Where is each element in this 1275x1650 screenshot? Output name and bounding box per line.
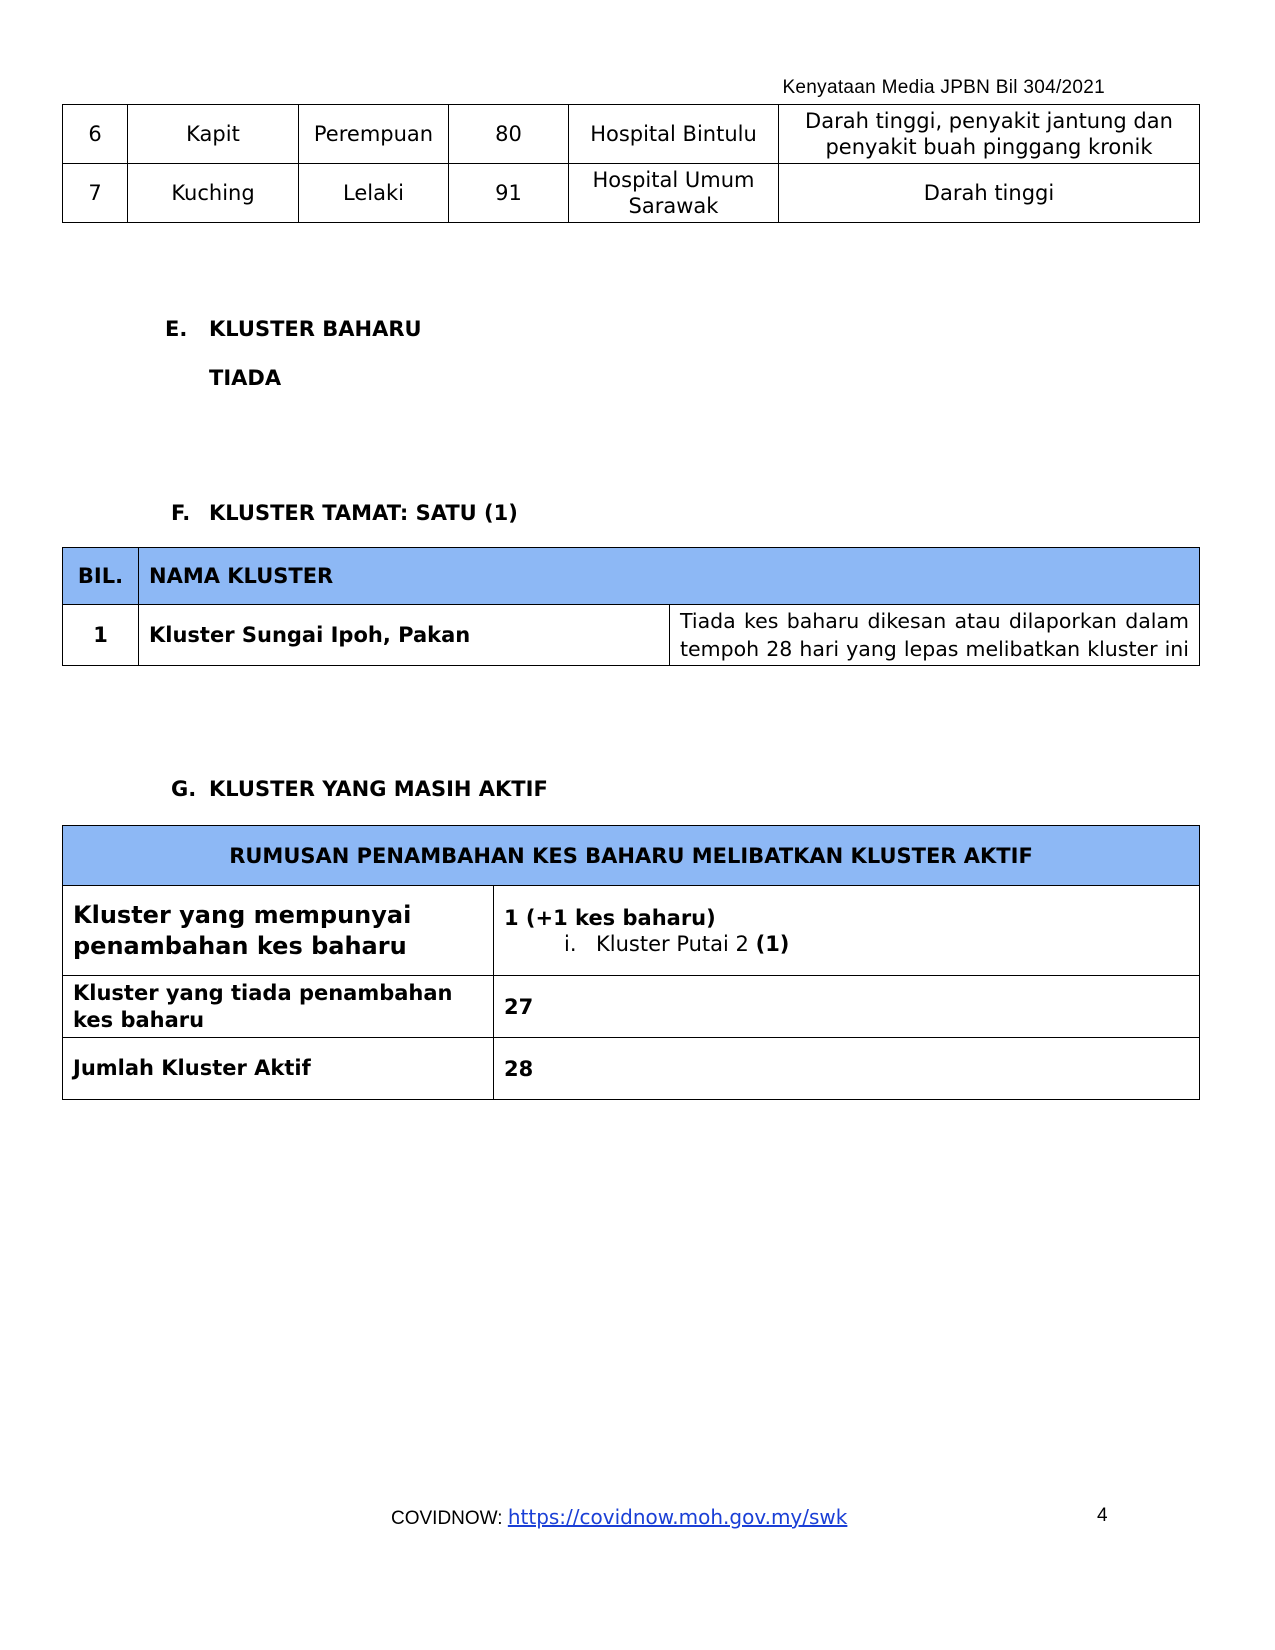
new-case-summary: 1 (+1 kes baharu) bbox=[504, 905, 716, 930]
sub-item-name: Kluster Putai 2 bbox=[596, 931, 749, 956]
ended-cluster-table bbox=[62, 547, 1200, 666]
section-e-value: TIADA bbox=[209, 366, 282, 390]
covidnow-link[interactable]: https://covidnow.moh.gov.my/swk bbox=[507, 1505, 848, 1529]
case-number: 6 bbox=[63, 105, 128, 164]
sub-item-number: i. bbox=[564, 931, 577, 956]
summary-table-title: RUMUSAN PENAMBAHAN KES BAHARU MELIBATKAN KLUSTER AKTIF bbox=[63, 826, 1200, 886]
sub-item-count: (1) bbox=[755, 931, 790, 956]
bil-cell: 1 bbox=[63, 605, 139, 666]
section-letter: G. bbox=[171, 777, 197, 801]
section-f-heading bbox=[171, 501, 518, 525]
table-row bbox=[63, 105, 1200, 164]
table-row bbox=[63, 976, 1200, 1038]
gender: Perempuan bbox=[299, 105, 449, 164]
hospital: Hospital Bintulu bbox=[569, 105, 779, 164]
hospital: Hospital Umum Sarawak bbox=[569, 164, 779, 223]
row-value: 27 bbox=[494, 976, 1200, 1038]
document-reference: Kenyataan Media JPBN Bil 304/2021 bbox=[782, 77, 1105, 98]
footer-source bbox=[391, 1505, 847, 1530]
section-g-heading bbox=[171, 777, 548, 801]
row-label: Jumlah Kluster Aktif bbox=[63, 1038, 494, 1100]
section-e-heading bbox=[165, 317, 422, 341]
case-number: 7 bbox=[63, 164, 128, 223]
table-row bbox=[63, 886, 1200, 976]
section-letter: F. bbox=[171, 501, 191, 525]
row-value: 28 bbox=[494, 1038, 1200, 1100]
page-number: 4 bbox=[1097, 1505, 1108, 1526]
table-header-row bbox=[63, 826, 1200, 886]
age: 91 bbox=[449, 164, 569, 223]
gender: Lelaki bbox=[299, 164, 449, 223]
row-value bbox=[494, 886, 1200, 976]
table-row bbox=[63, 164, 1200, 223]
table-header-row bbox=[63, 548, 1200, 605]
active-cluster-summary-table bbox=[62, 825, 1200, 1100]
medical-condition: Darah tinggi bbox=[779, 164, 1200, 223]
death-case-table bbox=[62, 104, 1200, 223]
district: Kuching bbox=[128, 164, 299, 223]
cluster-sub-item bbox=[564, 932, 1189, 956]
bil-header: BIL. bbox=[63, 548, 139, 605]
age: 80 bbox=[449, 105, 569, 164]
section-title: KLUSTER BAHARU bbox=[209, 317, 422, 341]
row-label: Kluster yang tiada penambahan kes baharu bbox=[63, 976, 494, 1038]
section-letter: E. bbox=[165, 317, 188, 341]
section-title: KLUSTER YANG MASIH AKTIF bbox=[209, 777, 548, 801]
cluster-name: Kluster Sungai Ipoh, Pakan bbox=[139, 605, 670, 666]
row-label: Kluster yang mempunyai penambahan kes baharu bbox=[63, 886, 494, 976]
table-row bbox=[63, 1038, 1200, 1100]
medical-condition: Darah tinggi, penyakit jantung dan penyakit buah pinggang kronik bbox=[779, 105, 1200, 164]
section-title: KLUSTER TAMAT: SATU (1) bbox=[209, 501, 518, 525]
district: Kapit bbox=[128, 105, 299, 164]
cluster-description: Tiada kes baharu dikesan atau dilaporkan dalam tempoh 28 hari yang lepas melibatkan kluster ini bbox=[670, 605, 1200, 666]
table-row bbox=[63, 605, 1200, 666]
footer-label: COVIDNOW: bbox=[391, 1508, 508, 1529]
cluster-name-header: NAMA KLUSTER bbox=[139, 548, 1200, 605]
